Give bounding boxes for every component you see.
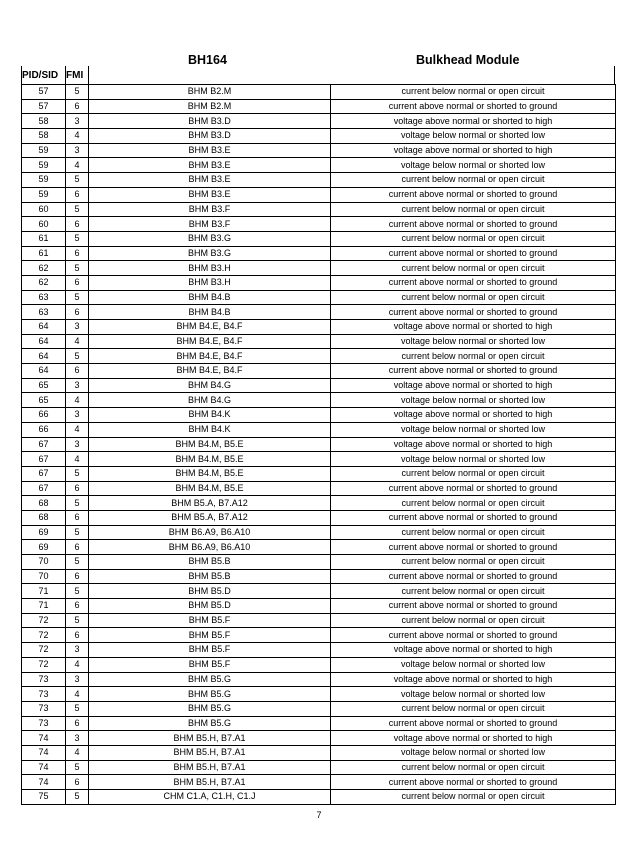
component-cell: BHM B5.G	[89, 672, 331, 687]
pid-cell: 73	[22, 687, 66, 702]
fmi-cell: 5	[66, 173, 89, 188]
fmi-cell: 6	[66, 275, 89, 290]
fmi-cell: 5	[66, 261, 89, 276]
description-cell: voltage above normal or shorted to high	[331, 143, 616, 158]
table-row	[22, 99, 616, 114]
fmi-cell: 6	[66, 599, 89, 614]
page-number: 7	[316, 810, 322, 820]
description-cell: voltage above normal or shorted to high	[331, 672, 616, 687]
description-cell: voltage below normal or shorted low	[331, 422, 616, 437]
component-cell: BHM B4.G	[89, 378, 331, 393]
component-cell: BHM B4.K	[89, 422, 331, 437]
description-cell: current above normal or shorted to ground	[331, 569, 616, 584]
fmi-cell: 5	[66, 290, 89, 305]
description-cell: voltage below normal or shorted low	[331, 158, 616, 173]
description-cell: voltage below normal or shorted low	[331, 129, 616, 144]
column-header-pidsid: PID/SID	[22, 70, 59, 81]
pid-cell: 69	[22, 525, 66, 540]
fmi-cell: 5	[66, 701, 89, 716]
table-row	[22, 466, 616, 481]
component-cell: BHM B4.M, B5.E	[89, 437, 331, 452]
fmi-cell: 5	[66, 790, 89, 805]
table-row	[22, 364, 616, 379]
fmi-cell: 3	[66, 378, 89, 393]
component-cell: BHM B5.A, B7.A12	[89, 496, 331, 511]
table-row	[22, 716, 616, 731]
table-row	[22, 408, 616, 423]
fmi-cell: 3	[66, 320, 89, 335]
pid-cell: 66	[22, 422, 66, 437]
description-cell: voltage above normal or shorted to high	[331, 437, 616, 452]
fmi-cell: 4	[66, 422, 89, 437]
component-cell: BHM B4.E, B4.F	[89, 349, 331, 364]
pid-cell: 73	[22, 672, 66, 687]
component-cell: BHM B5.D	[89, 599, 331, 614]
pid-cell: 62	[22, 275, 66, 290]
component-cell: BHM B3.H	[89, 261, 331, 276]
component-cell: BHM B4.M, B5.E	[89, 466, 331, 481]
pid-cell: 70	[22, 569, 66, 584]
pid-cell: 58	[22, 129, 66, 144]
component-cell: BHM B4.G	[89, 393, 331, 408]
fmi-cell: 4	[66, 393, 89, 408]
pid-cell: 71	[22, 584, 66, 599]
component-cell: BHM B5.F	[89, 657, 331, 672]
table-row	[22, 202, 616, 217]
description-cell: current above normal or shorted to ground	[331, 246, 616, 261]
table-row	[22, 187, 616, 202]
component-cell: BHM B5.B	[89, 555, 331, 570]
fmi-cell: 6	[66, 246, 89, 261]
pid-cell: 63	[22, 290, 66, 305]
table-row	[22, 129, 616, 144]
fmi-cell: 6	[66, 305, 89, 320]
table-row	[22, 525, 616, 540]
component-cell: BHM B2.M	[89, 85, 331, 100]
pid-cell: 72	[22, 628, 66, 643]
table-row	[22, 320, 616, 335]
component-cell: BHM B5.A, B7.A12	[89, 510, 331, 525]
component-cell: BHM B3.E	[89, 158, 331, 173]
table-row	[22, 540, 616, 555]
table-row	[22, 731, 616, 746]
component-cell: BHM B5.F	[89, 628, 331, 643]
component-cell: CHM C1.A, C1.H, C1.J	[89, 790, 331, 805]
component-cell: BHM B3.E	[89, 173, 331, 188]
description-cell: voltage below normal or shorted low	[331, 334, 616, 349]
table-row	[22, 173, 616, 188]
description-cell: voltage below normal or shorted low	[331, 657, 616, 672]
component-cell: BHM B3.E	[89, 187, 331, 202]
pid-cell: 65	[22, 393, 66, 408]
pid-cell: 57	[22, 99, 66, 114]
component-cell: BHM B3.F	[89, 202, 331, 217]
fmi-cell: 6	[66, 364, 89, 379]
component-cell: BHM B4.M, B5.E	[89, 481, 331, 496]
component-cell: BHM B4.E, B4.F	[89, 320, 331, 335]
description-cell: current below normal or open circuit	[331, 790, 616, 805]
fmi-cell: 5	[66, 202, 89, 217]
description-cell: current above normal or shorted to ground	[331, 510, 616, 525]
table-row	[22, 569, 616, 584]
table-row	[22, 275, 616, 290]
pid-cell: 60	[22, 217, 66, 232]
pid-cell: 74	[22, 745, 66, 760]
table-row	[22, 85, 616, 100]
pid-cell: 67	[22, 481, 66, 496]
table-row	[22, 290, 616, 305]
table-row	[22, 687, 616, 702]
pid-cell: 68	[22, 510, 66, 525]
pid-cell: 74	[22, 731, 66, 746]
table-row	[22, 745, 616, 760]
fmi-cell: 3	[66, 643, 89, 658]
description-cell: current below normal or open circuit	[331, 85, 616, 100]
description-cell: current above normal or shorted to ground	[331, 99, 616, 114]
fmi-cell: 4	[66, 657, 89, 672]
description-cell: current below normal or open circuit	[331, 613, 616, 628]
pid-cell: 73	[22, 701, 66, 716]
pid-cell: 61	[22, 231, 66, 246]
description-cell: current below normal or open circuit	[331, 349, 616, 364]
pid-cell: 59	[22, 173, 66, 188]
component-cell: BHM B3.G	[89, 246, 331, 261]
component-cell: BHM B5.G	[89, 716, 331, 731]
component-cell: BHM B2.M	[89, 99, 331, 114]
pid-cell: 67	[22, 466, 66, 481]
fmi-cell: 5	[66, 760, 89, 775]
fmi-cell: 6	[66, 99, 89, 114]
component-cell: BHM B5.B	[89, 569, 331, 584]
pid-cell: 72	[22, 657, 66, 672]
description-cell: current below normal or open circuit	[331, 202, 616, 217]
fmi-cell: 4	[66, 158, 89, 173]
description-cell: current below normal or open circuit	[331, 173, 616, 188]
fmi-cell: 6	[66, 716, 89, 731]
table-row	[22, 760, 616, 775]
pid-cell: 57	[22, 85, 66, 100]
fmi-cell: 3	[66, 114, 89, 129]
pid-cell: 64	[22, 364, 66, 379]
table-row	[22, 496, 616, 511]
description-cell: voltage below normal or shorted low	[331, 452, 616, 467]
description-cell: current above normal or shorted to ground	[331, 364, 616, 379]
table-row	[22, 599, 616, 614]
component-cell: BHM B4.B	[89, 290, 331, 305]
description-cell: voltage above normal or shorted to high	[331, 643, 616, 658]
description-cell: current above normal or shorted to ground	[331, 628, 616, 643]
description-cell: current below normal or open circuit	[331, 760, 616, 775]
table-row	[22, 584, 616, 599]
component-cell: BHM B5.F	[89, 643, 331, 658]
fmi-cell: 6	[66, 775, 89, 790]
table-row	[22, 349, 616, 364]
pid-cell: 75	[22, 790, 66, 805]
table-row	[22, 701, 616, 716]
fmi-cell: 5	[66, 85, 89, 100]
fmi-cell: 5	[66, 525, 89, 540]
description-cell: current below normal or open circuit	[331, 584, 616, 599]
pid-cell: 67	[22, 437, 66, 452]
fmi-cell: 3	[66, 672, 89, 687]
fmi-cell: 6	[66, 217, 89, 232]
column-header-fmi: FMI	[66, 70, 84, 81]
fmi-cell: 3	[66, 731, 89, 746]
fmi-cell: 6	[66, 510, 89, 525]
description-cell: current below normal or open circuit	[331, 701, 616, 716]
component-cell: BHM B6.A9, B6.A10	[89, 540, 331, 555]
pid-cell: 74	[22, 760, 66, 775]
description-cell: voltage below normal or shorted low	[331, 393, 616, 408]
table-row	[22, 261, 616, 276]
pid-cell: 69	[22, 540, 66, 555]
pid-cell: 64	[22, 349, 66, 364]
pid-cell: 58	[22, 114, 66, 129]
table-row	[22, 393, 616, 408]
description-cell: voltage above normal or shorted to high	[331, 320, 616, 335]
description-cell: voltage above normal or shorted to high	[331, 114, 616, 129]
fmi-cell: 5	[66, 584, 89, 599]
fmi-cell: 4	[66, 129, 89, 144]
description-cell: current above normal or shorted to ground	[331, 275, 616, 290]
fmi-cell: 5	[66, 466, 89, 481]
description-cell: current above normal or shorted to ground	[331, 187, 616, 202]
fmi-cell: 5	[66, 613, 89, 628]
table-row	[22, 143, 616, 158]
table-row	[22, 378, 616, 393]
fault-code-table	[21, 84, 616, 805]
fmi-cell: 5	[66, 349, 89, 364]
table-row	[22, 613, 616, 628]
fmi-cell: 3	[66, 437, 89, 452]
component-cell: BHM B3.D	[89, 129, 331, 144]
pid-cell: 71	[22, 599, 66, 614]
description-cell: voltage above normal or shorted to high	[331, 731, 616, 746]
fmi-cell: 4	[66, 745, 89, 760]
table-row	[22, 217, 616, 232]
description-cell: current below normal or open circuit	[331, 525, 616, 540]
component-cell: BHM B6.A9, B6.A10	[89, 525, 331, 540]
pid-cell: 72	[22, 643, 66, 658]
table-row	[22, 643, 616, 658]
component-cell: BHM B5.H, B7.A1	[89, 731, 331, 746]
component-cell: BHM B5.H, B7.A1	[89, 745, 331, 760]
pid-cell: 67	[22, 452, 66, 467]
component-cell: BHM B3.E	[89, 143, 331, 158]
pid-cell: 68	[22, 496, 66, 511]
fmi-cell: 3	[66, 143, 89, 158]
table-row	[22, 452, 616, 467]
description-cell: current below normal or open circuit	[331, 290, 616, 305]
fmi-cell: 5	[66, 231, 89, 246]
description-cell: voltage above normal or shorted to high	[331, 378, 616, 393]
table-row	[22, 114, 616, 129]
fmi-cell: 6	[66, 540, 89, 555]
pid-cell: 64	[22, 320, 66, 335]
fmi-cell: 6	[66, 481, 89, 496]
fmi-cell: 6	[66, 628, 89, 643]
table-row	[22, 672, 616, 687]
description-cell: current above normal or shorted to ground	[331, 716, 616, 731]
header-divider	[88, 66, 89, 84]
description-cell: voltage below normal or shorted low	[331, 687, 616, 702]
description-cell: current below normal or open circuit	[331, 466, 616, 481]
pid-cell: 59	[22, 187, 66, 202]
fault-code-table-body	[22, 85, 616, 805]
component-cell: BHM B3.H	[89, 275, 331, 290]
pid-cell: 73	[22, 716, 66, 731]
table-row	[22, 231, 616, 246]
table-row	[22, 305, 616, 320]
fmi-cell: 6	[66, 569, 89, 584]
component-cell: BHM B5.H, B7.A1	[89, 775, 331, 790]
component-cell: BHM B3.D	[89, 114, 331, 129]
header-frame	[21, 66, 615, 84]
component-cell: BHM B4.E, B4.F	[89, 334, 331, 349]
component-cell: BHM B5.G	[89, 687, 331, 702]
table-row	[22, 246, 616, 261]
pid-cell: 65	[22, 378, 66, 393]
table-row	[22, 510, 616, 525]
description-cell: current below normal or open circuit	[331, 555, 616, 570]
component-cell: BHM B5.H, B7.A1	[89, 760, 331, 775]
description-cell: current above normal or shorted to ground	[331, 540, 616, 555]
fmi-cell: 5	[66, 496, 89, 511]
component-cell: BHM B3.F	[89, 217, 331, 232]
fmi-cell: 3	[66, 408, 89, 423]
fmi-cell: 4	[66, 334, 89, 349]
pid-cell: 61	[22, 246, 66, 261]
description-cell: current above normal or shorted to ground	[331, 775, 616, 790]
module-code-title: BH164	[188, 53, 227, 67]
table-row	[22, 628, 616, 643]
table-row	[22, 555, 616, 570]
pid-cell: 62	[22, 261, 66, 276]
component-cell: BHM B4.E, B4.F	[89, 364, 331, 379]
description-cell: current above normal or shorted to ground	[331, 217, 616, 232]
table-row	[22, 775, 616, 790]
table-row	[22, 334, 616, 349]
pid-cell: 63	[22, 305, 66, 320]
component-cell: BHM B4.B	[89, 305, 331, 320]
component-cell: BHM B5.G	[89, 701, 331, 716]
pid-cell: 59	[22, 158, 66, 173]
fmi-cell: 6	[66, 187, 89, 202]
component-cell: BHM B4.K	[89, 408, 331, 423]
pid-cell: 64	[22, 334, 66, 349]
description-cell: current below normal or open circuit	[331, 261, 616, 276]
pid-cell: 72	[22, 613, 66, 628]
description-cell: current below normal or open circuit	[331, 496, 616, 511]
fmi-cell: 4	[66, 687, 89, 702]
fmi-cell: 5	[66, 555, 89, 570]
description-cell: voltage below normal or shorted low	[331, 745, 616, 760]
component-cell: BHM B5.F	[89, 613, 331, 628]
description-cell: voltage above normal or shorted to high	[331, 408, 616, 423]
table-row	[22, 158, 616, 173]
fmi-cell: 4	[66, 452, 89, 467]
pid-cell: 74	[22, 775, 66, 790]
table-row	[22, 422, 616, 437]
description-cell: current above normal or shorted to ground	[331, 599, 616, 614]
description-cell: current above normal or shorted to ground	[331, 481, 616, 496]
table-row	[22, 657, 616, 672]
table-row	[22, 481, 616, 496]
table-row	[22, 790, 616, 805]
pid-cell: 70	[22, 555, 66, 570]
component-cell: BHM B4.M, B5.E	[89, 452, 331, 467]
pid-cell: 59	[22, 143, 66, 158]
pid-cell: 60	[22, 202, 66, 217]
description-cell: current above normal or shorted to ground	[331, 305, 616, 320]
component-cell: BHM B3.G	[89, 231, 331, 246]
table-row	[22, 437, 616, 452]
pid-cell: 66	[22, 408, 66, 423]
component-cell: BHM B5.D	[89, 584, 331, 599]
description-cell: current below normal or open circuit	[331, 231, 616, 246]
module-name-title: Bulkhead Module	[416, 53, 520, 67]
